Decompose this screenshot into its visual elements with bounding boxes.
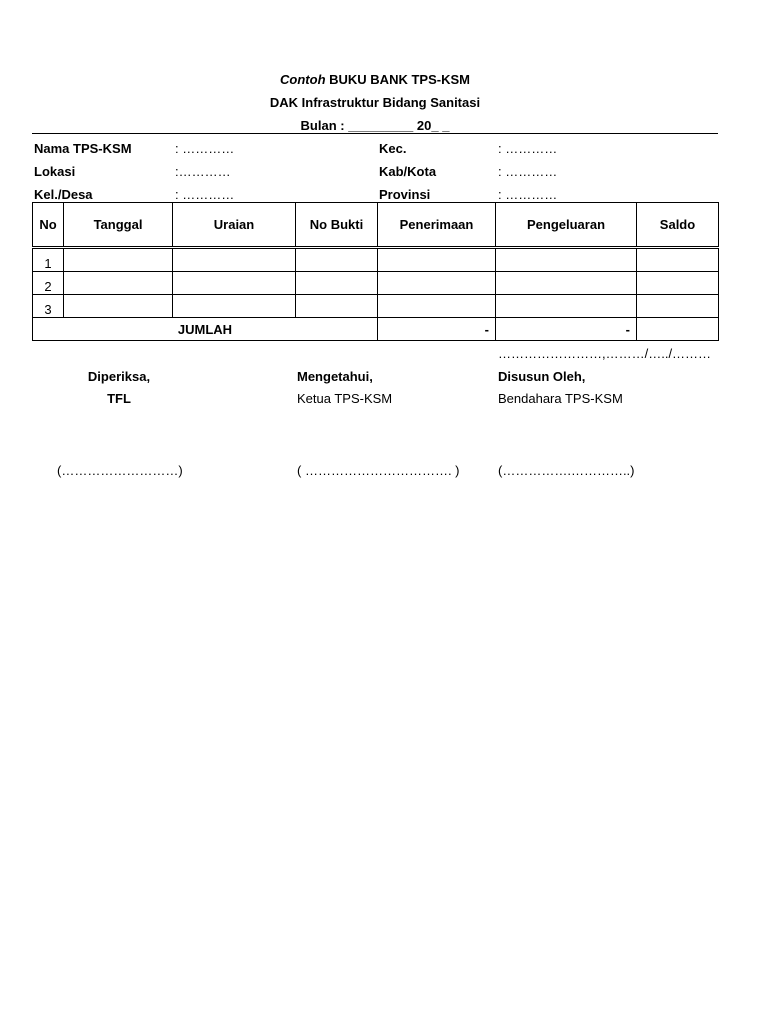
ledger-table [32,202,719,341]
signature-title-mengetahui: Mengetahui, [297,369,373,384]
cell-tanggal[interactable] [64,272,173,295]
table-row [33,248,719,272]
signature-role-bendahara: Bendahara TPS-KSM [498,391,623,406]
label-kab-kota: Kab/Kota [379,164,437,179]
row-number: 3 [33,295,64,318]
month-line: Bulan : _________ 20_ _ [300,118,450,133]
label-nama-tps-ksm: Nama TPS-KSM [34,141,132,156]
value-lokasi: :………… [175,164,231,179]
col-header-uraian: Uraian [173,203,296,248]
col-header-no-bukti: No Bukti [296,203,378,248]
label-kec: Kec. [379,141,407,156]
total-penerimaan: - [378,318,496,341]
cell-pengeluaran[interactable] [496,248,637,272]
value-kab-kota: : ………… [498,164,558,179]
total-row [33,318,719,341]
cell-penerimaan[interactable] [378,295,496,318]
signature-blank-tfl: (………………………) [57,463,183,478]
value-provinsi: : ………… [498,187,558,202]
total-label: JUMLAH [33,318,378,341]
value-nama-tps-ksm: : ………… [175,141,235,156]
signature-title-disusun: Disusun Oleh, [498,369,586,384]
row-number: 1 [33,248,64,272]
cell-saldo[interactable] [637,248,719,272]
title-italic: Contoh [280,72,326,87]
col-header-penerimaan: Penerimaan [378,203,496,248]
col-header-pengeluaran: Pengeluaran [496,203,637,248]
col-header-tanggal: Tanggal [64,203,173,248]
cell-no-bukti[interactable] [296,248,378,272]
cell-uraian[interactable] [173,295,296,318]
label-lokasi: Lokasi [34,164,76,179]
cell-penerimaan[interactable] [378,272,496,295]
signature-blank-bendahara: (…………….…………..) [498,463,635,478]
header-divider [32,133,718,134]
document-title [0,72,750,87]
signature-blank-ketua: ( ……………………………. ) [297,463,460,478]
col-header-no: No [33,203,64,248]
label-provinsi: Provinsi [379,187,431,202]
col-header-saldo: Saldo [637,203,719,248]
date-line: ……………………,………/…../……… [498,346,712,361]
signature-title-diperiksa: Diperiksa, [87,369,151,384]
table-row [33,295,719,318]
signature-role-ketua: Ketua TPS-KSM [297,391,393,406]
cell-no-bukti[interactable] [296,295,378,318]
cell-uraian[interactable] [173,248,296,272]
value-kel-desa: : ………… [175,187,235,202]
cell-uraian[interactable] [173,272,296,295]
document-subtitle: DAK Infrastruktur Bidang Sanitasi [269,95,481,110]
row-number: 2 [33,272,64,295]
cell-tanggal[interactable] [64,248,173,272]
value-kec: : ………… [498,141,558,156]
cell-saldo[interactable] [637,272,719,295]
cell-pengeluaran[interactable] [496,295,637,318]
total-saldo [637,318,719,341]
cell-penerimaan[interactable] [378,248,496,272]
cell-pengeluaran[interactable] [496,272,637,295]
cell-no-bukti[interactable] [296,272,378,295]
total-pengeluaran: - [496,318,637,341]
label-kel-desa: Kel./Desa [34,187,93,202]
cell-saldo[interactable] [637,295,719,318]
table-row [33,272,719,295]
signature-role-tfl: TFL [107,391,131,406]
title-text: BUKU BANK TPS-KSM [325,72,470,87]
cell-tanggal[interactable] [64,295,173,318]
table-header-row [33,203,719,248]
